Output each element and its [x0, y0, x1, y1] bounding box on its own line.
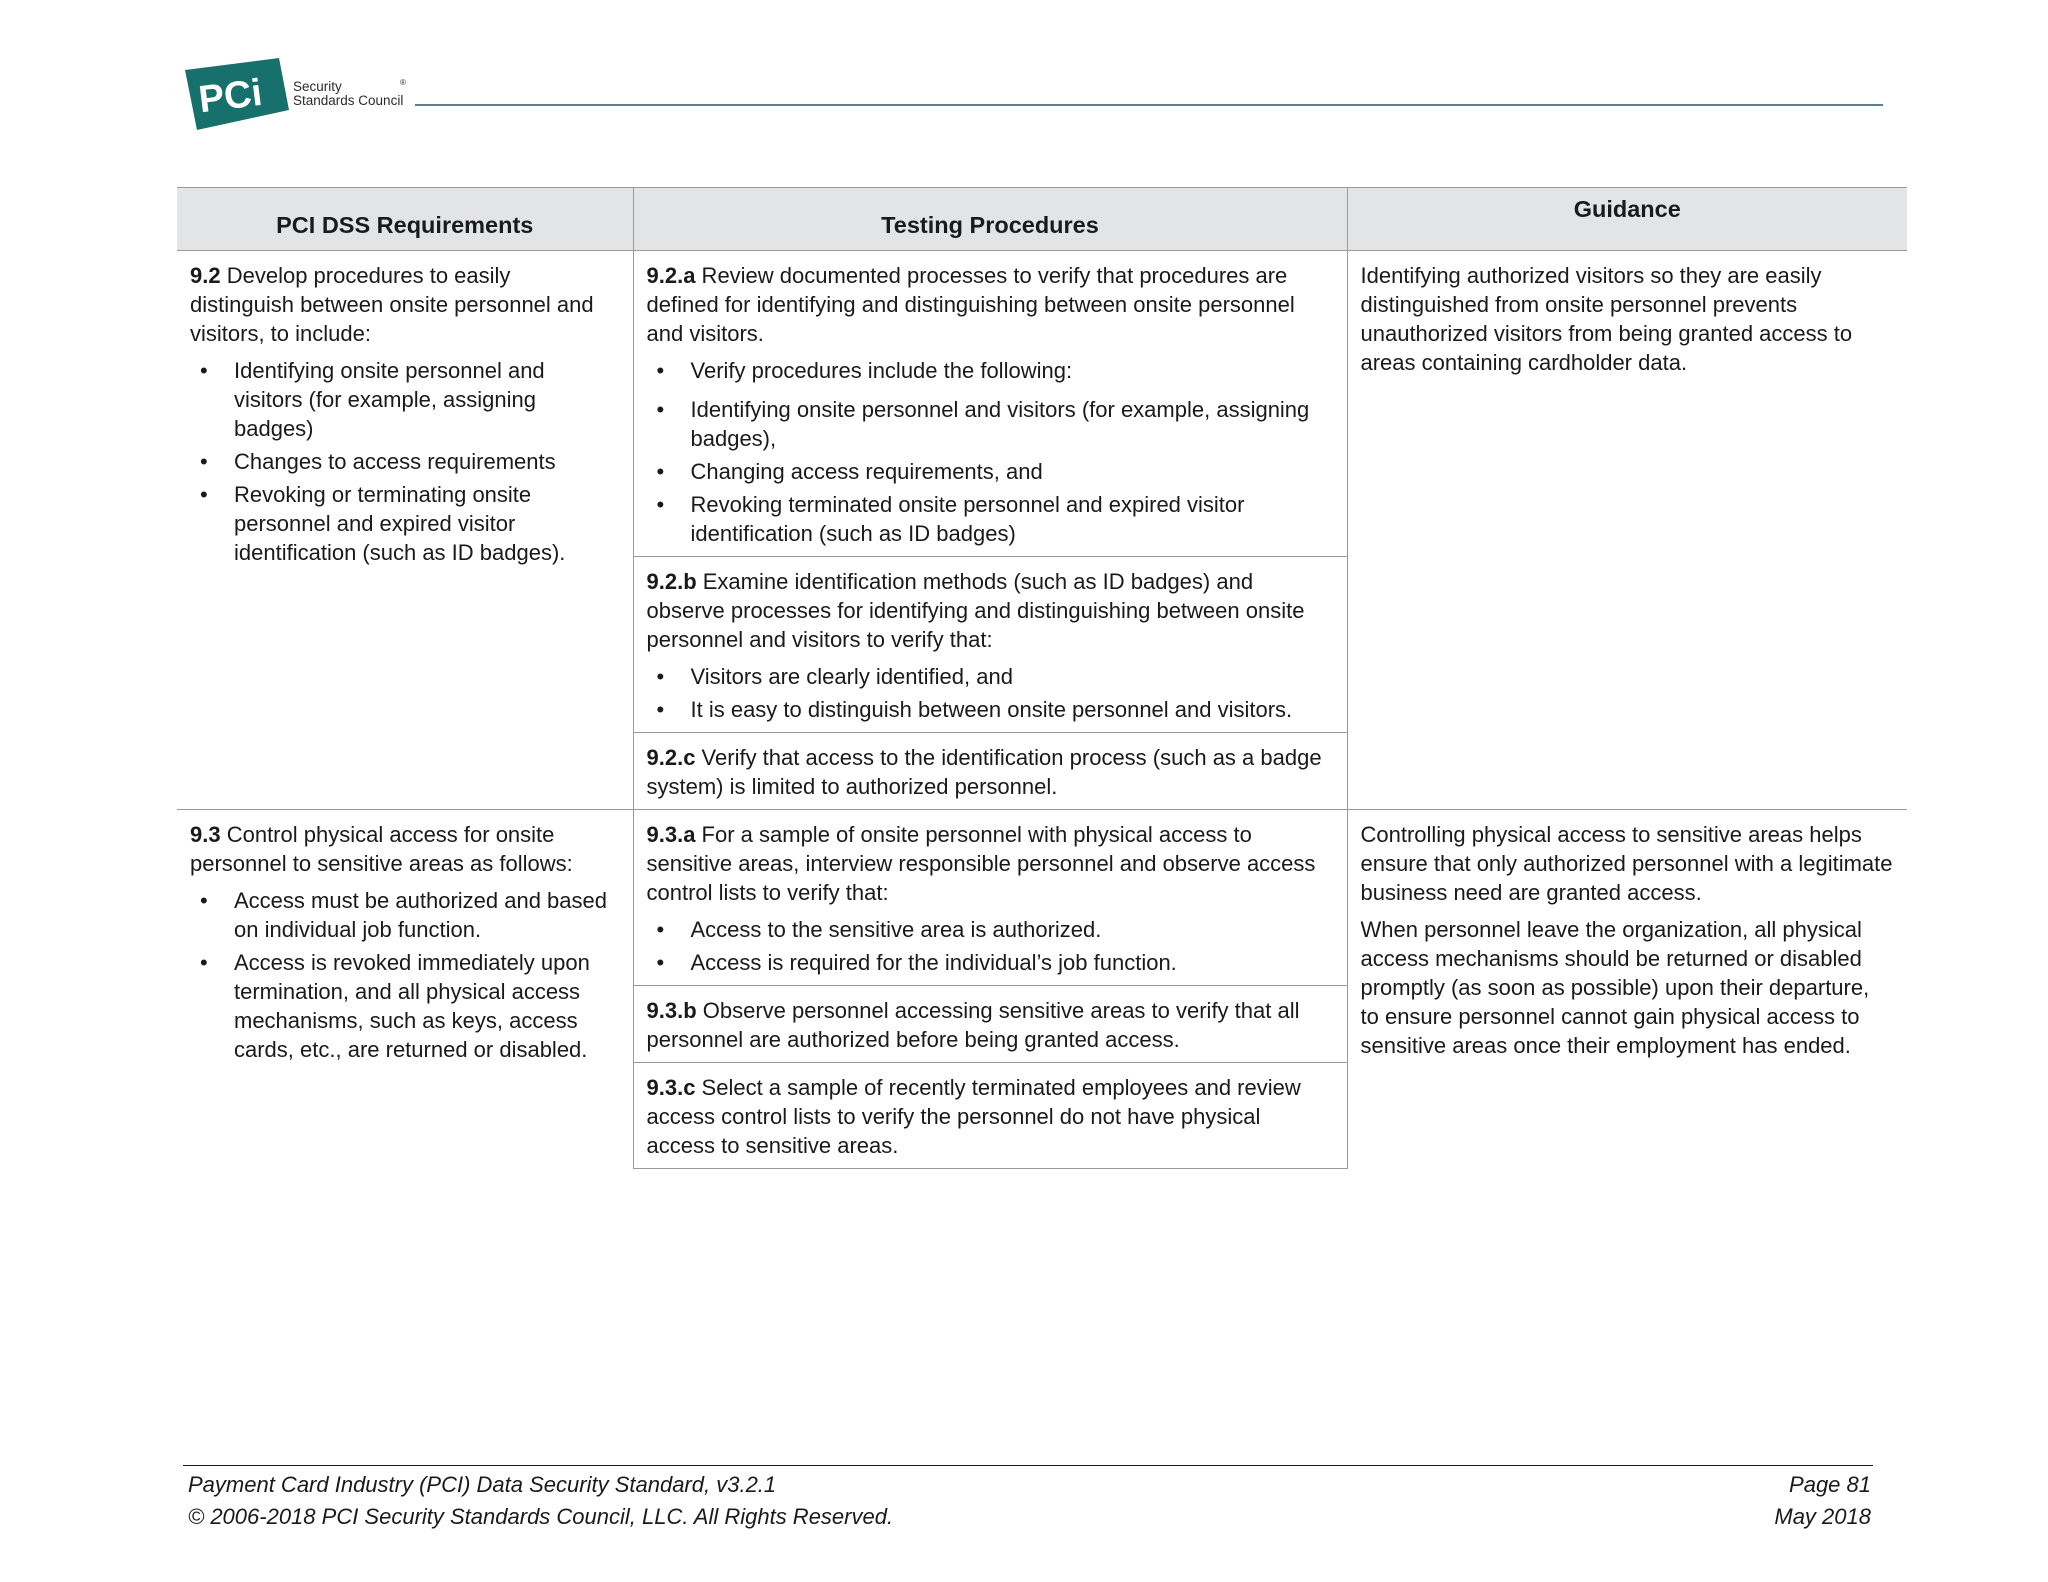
header-requirements: PCI DSS Requirements [177, 188, 633, 251]
list-item: • Access is revoked immediately upon termination, and all physical access mechanisms, such as keys, access cards, etc., are returned or disabled. [234, 948, 619, 1064]
req-bullets [190, 356, 619, 567]
footer-document-title: Payment Card Industry (PCI) Data Security Standard, v3.2.1 [188, 1472, 777, 1497]
test-text: Observe personnel accessing sensitive areas to verify that all personnel are authorized before being granted access. [646, 998, 1300, 1052]
testing-9-2-b [633, 557, 1347, 733]
test-bullets [647, 662, 1333, 724]
guidance-9-2 [1347, 251, 1907, 810]
list-item: • Revoking or terminating onsite personnel and expired visitor identification (such as ID badges). [234, 480, 619, 567]
list-item: • Access to the sensitive area is authorized. [691, 915, 1333, 944]
table-header-row [177, 188, 1907, 251]
test-text: Select a sample of recently terminated employees and review access control lists to verify the personnel do not have physical access to sensitive areas. [646, 1075, 1301, 1158]
testing-9-2-a [633, 251, 1347, 557]
test-text: Examine identification methods (such as ID badges) and observe processes for identifying and distinguishing between onsite personnel and visitors to verify that: [646, 569, 1305, 652]
req-text: Develop procedures to easily distinguish between onsite personnel and visitors, to include: [190, 263, 594, 346]
list-item: • Identifying onsite personnel and visitors (for example, assigning badges), [691, 395, 1333, 453]
test-bullets [647, 915, 1333, 977]
list-item: • Verify procedures include the following: [691, 356, 1333, 385]
table-row [177, 251, 1907, 557]
guidance-9-3 [1347, 810, 1907, 1169]
list-item: • It is easy to distinguish between onsite personnel and visitors. [691, 695, 1333, 724]
requirements-table [177, 187, 1907, 1169]
testing-9-2-c [633, 733, 1347, 810]
requirement-9-3 [177, 810, 633, 1169]
list-item: • Revoking terminated onsite personnel and expired visitor identification (such as ID badges) [691, 490, 1333, 548]
guidance-text: When personnel leave the organization, all physical access mechanisms should be returned or disabled promptly (as soon as possible) upon their departure, to ensure personnel cannot gain physical access to sensitive areas once their employment has ended. [1360, 917, 1870, 1058]
requirement-9-2 [177, 251, 633, 810]
req-bullets [190, 886, 619, 1064]
test-number: 9.3.b [646, 998, 697, 1023]
footer-rule [183, 1465, 1873, 1466]
guidance-text: Identifying authorized visitors so they are easily distinguished from onsite personnel prevents unauthorized visitors from being granted access to areas containing cardholder data. [1360, 263, 1853, 375]
req-number: 9.3 [190, 822, 221, 847]
list-item: • Access is required for the individual’s job function. [691, 948, 1333, 977]
table-row [177, 810, 1907, 986]
list-item: • Access must be authorized and based on individual job function. [234, 886, 619, 944]
guidance-text: Controlling physical access to sensitive areas helps ensure that only authorized personnel with a legitimate business need are granted access. [1360, 822, 1893, 905]
registered-mark: ® [400, 78, 406, 87]
req-number: 9.2 [190, 263, 221, 288]
test-bullets [647, 356, 1333, 548]
logo-mark: PCi [196, 71, 265, 122]
test-text: Review documented processes to verify that procedures are defined for identifying and distinguishing between onsite personnel and visitors. [646, 263, 1295, 346]
header-rule [415, 104, 1883, 106]
footer-copyright: © 2006-2018 PCI Security Standards Council, LLC. All Rights Reserved. [188, 1504, 894, 1529]
test-text: Verify that access to the identification process (such as a badge system) is limited to authorized personnel. [646, 745, 1322, 799]
logo-line-1: Security [293, 79, 342, 94]
footer-date: May 2018 [1774, 1504, 1871, 1529]
test-number: 9.3.a [646, 822, 696, 847]
test-text: For a sample of onsite personnel with physical access to sensitive areas, interview responsible personnel and observe access control lists to verify that: [646, 822, 1316, 905]
logo-wordmark [293, 80, 403, 108]
header-guidance: Guidance [1347, 188, 1907, 251]
testing-9-3-c [633, 1063, 1347, 1169]
testing-9-3-a [633, 810, 1347, 986]
list-item: • Changes to access requirements [234, 447, 619, 476]
header-testing-procedures: Testing Procedures [633, 188, 1347, 251]
test-number: 9.3.c [646, 1075, 696, 1100]
list-item: • Changing access requirements, and [691, 457, 1333, 486]
req-text: Control physical access for onsite personnel to sensitive areas as follows: [190, 822, 573, 876]
test-number: 9.2.c [646, 745, 696, 770]
testing-9-3-b [633, 986, 1347, 1063]
footer-right [1774, 1469, 1871, 1533]
logo-line-2: Standards Council [293, 93, 404, 108]
test-number: 9.2.a [646, 263, 696, 288]
test-number: 9.2.b [646, 569, 697, 594]
list-item: • Visitors are clearly identified, and [691, 662, 1333, 691]
footer-page-number: Page 81 [1789, 1472, 1871, 1497]
list-item: • Identifying onsite personnel and visitors (for example, assigning badges) [234, 356, 619, 443]
footer-left [188, 1469, 893, 1533]
